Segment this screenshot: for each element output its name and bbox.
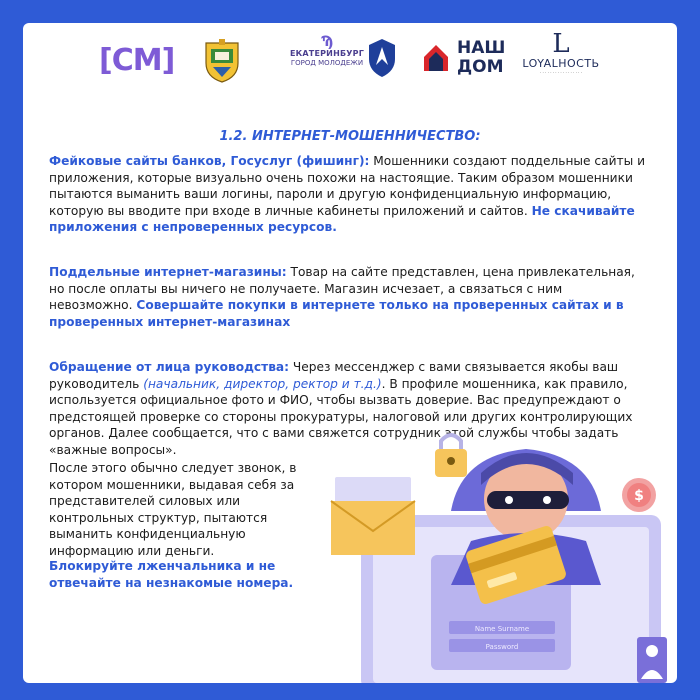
hacker-mask: [487, 491, 569, 509]
ekb-mark-icon: Ϡ: [320, 34, 334, 50]
svg-text:$: $: [634, 488, 644, 504]
fake-boss-advice: Блокируйте лженчальника и не отвечайте на незнакомые номера.: [49, 559, 294, 590]
house-icon: [423, 43, 449, 73]
fake-shops-body: Товар на сайте представлен, цена привлекательная, но после оплаты вы ничего не получаете. Магазин исчезает, а связаться с ним невозможно.: [49, 265, 635, 313]
profile-avatar-icon: [646, 645, 658, 657]
sm-logo: [СМ]: [99, 43, 175, 78]
name-field-label: Name Surname: [474, 625, 530, 633]
phishing-paragraph: [49, 153, 665, 236]
fake-boss-roles: (начальник, директор, ректор и т.д.): [143, 376, 382, 391]
city-coat-of-arms-logo: [203, 37, 241, 83]
shield-emblem-logo: [367, 37, 397, 79]
section-heading: 1.2. ИНТЕРНЕТ-МОШЕННИЧЕСТВО:: [219, 129, 481, 144]
loyalnost-subline: · · · · · · · · · · · · · · · · ·: [540, 70, 582, 75]
fake-call-paragraph: После этого обычно следует звонок, в котором мошенники, выдавая себя за представителей силовых или контрольных структур, пытаются выманить конфиденциальную информацию или деньги.: [49, 461, 297, 558]
hacker-illustration: [311, 415, 677, 683]
fake-shops-advice: Совершайте покупки в интернете только на проверенных сайтах и в проверенных интернет-магазинах: [49, 298, 624, 329]
phishing-advice: Не скачивайте приложения с непроверенных ресурсов.: [49, 203, 635, 235]
content-card: [23, 23, 677, 683]
loyalnost-logo: [511, 31, 611, 75]
loyalnost-mark: L: [552, 29, 570, 59]
fake-boss-body-b: . В профиле мошенника, как правило, используется официальное фото и ФИО, чтобы вызвать доверие. Вас предупреждают о предстоящей проверке со стороны прокуратуры, налоговой или других контролирующих органов. Далее сообщается, что с вами свяжется сотрудник этой службы чтобы задать «важные вопросы».: [49, 376, 633, 457]
partner-logos: [23, 23, 677, 103]
fake-shops-paragraph: [49, 264, 649, 330]
fake-shops-title: Поддельные интернет-магазины:: [49, 265, 287, 279]
ekb-line1: ЕКАТЕРИНБУРГ: [290, 49, 364, 58]
nash-dom-text: НАШ ДОМ: [457, 38, 506, 77]
ekb-line2: ГОРОД МОЛОДЕЖИ: [290, 59, 364, 67]
fake-boss-body-a: Через мессенджер с вами связывается якобы ваш руководитель: [49, 360, 619, 391]
loyalnost-wordmark: LOYALНОСТЬ: [522, 57, 600, 70]
password-field-label: Password: [485, 643, 519, 651]
phishing-title: Фейковые сайты банков, Госуслуг (фишинг):: [49, 154, 370, 168]
nash-dom-logo: [423, 37, 506, 81]
phishing-body: Мошенники создают поддельные сайты и приложения, которые визуально очень похожи на настоящие. Таким образом мошенники пытаются выманить ваши логины, пароли и другую конфиденциальную информацию, которую вы вводите при входе в личные кабинеты приложений и сайтов.: [49, 154, 646, 218]
fake-boss-title: Обращение от лица руководства:: [49, 360, 290, 374]
ekaterinburg-youth-logo: [285, 35, 369, 68]
